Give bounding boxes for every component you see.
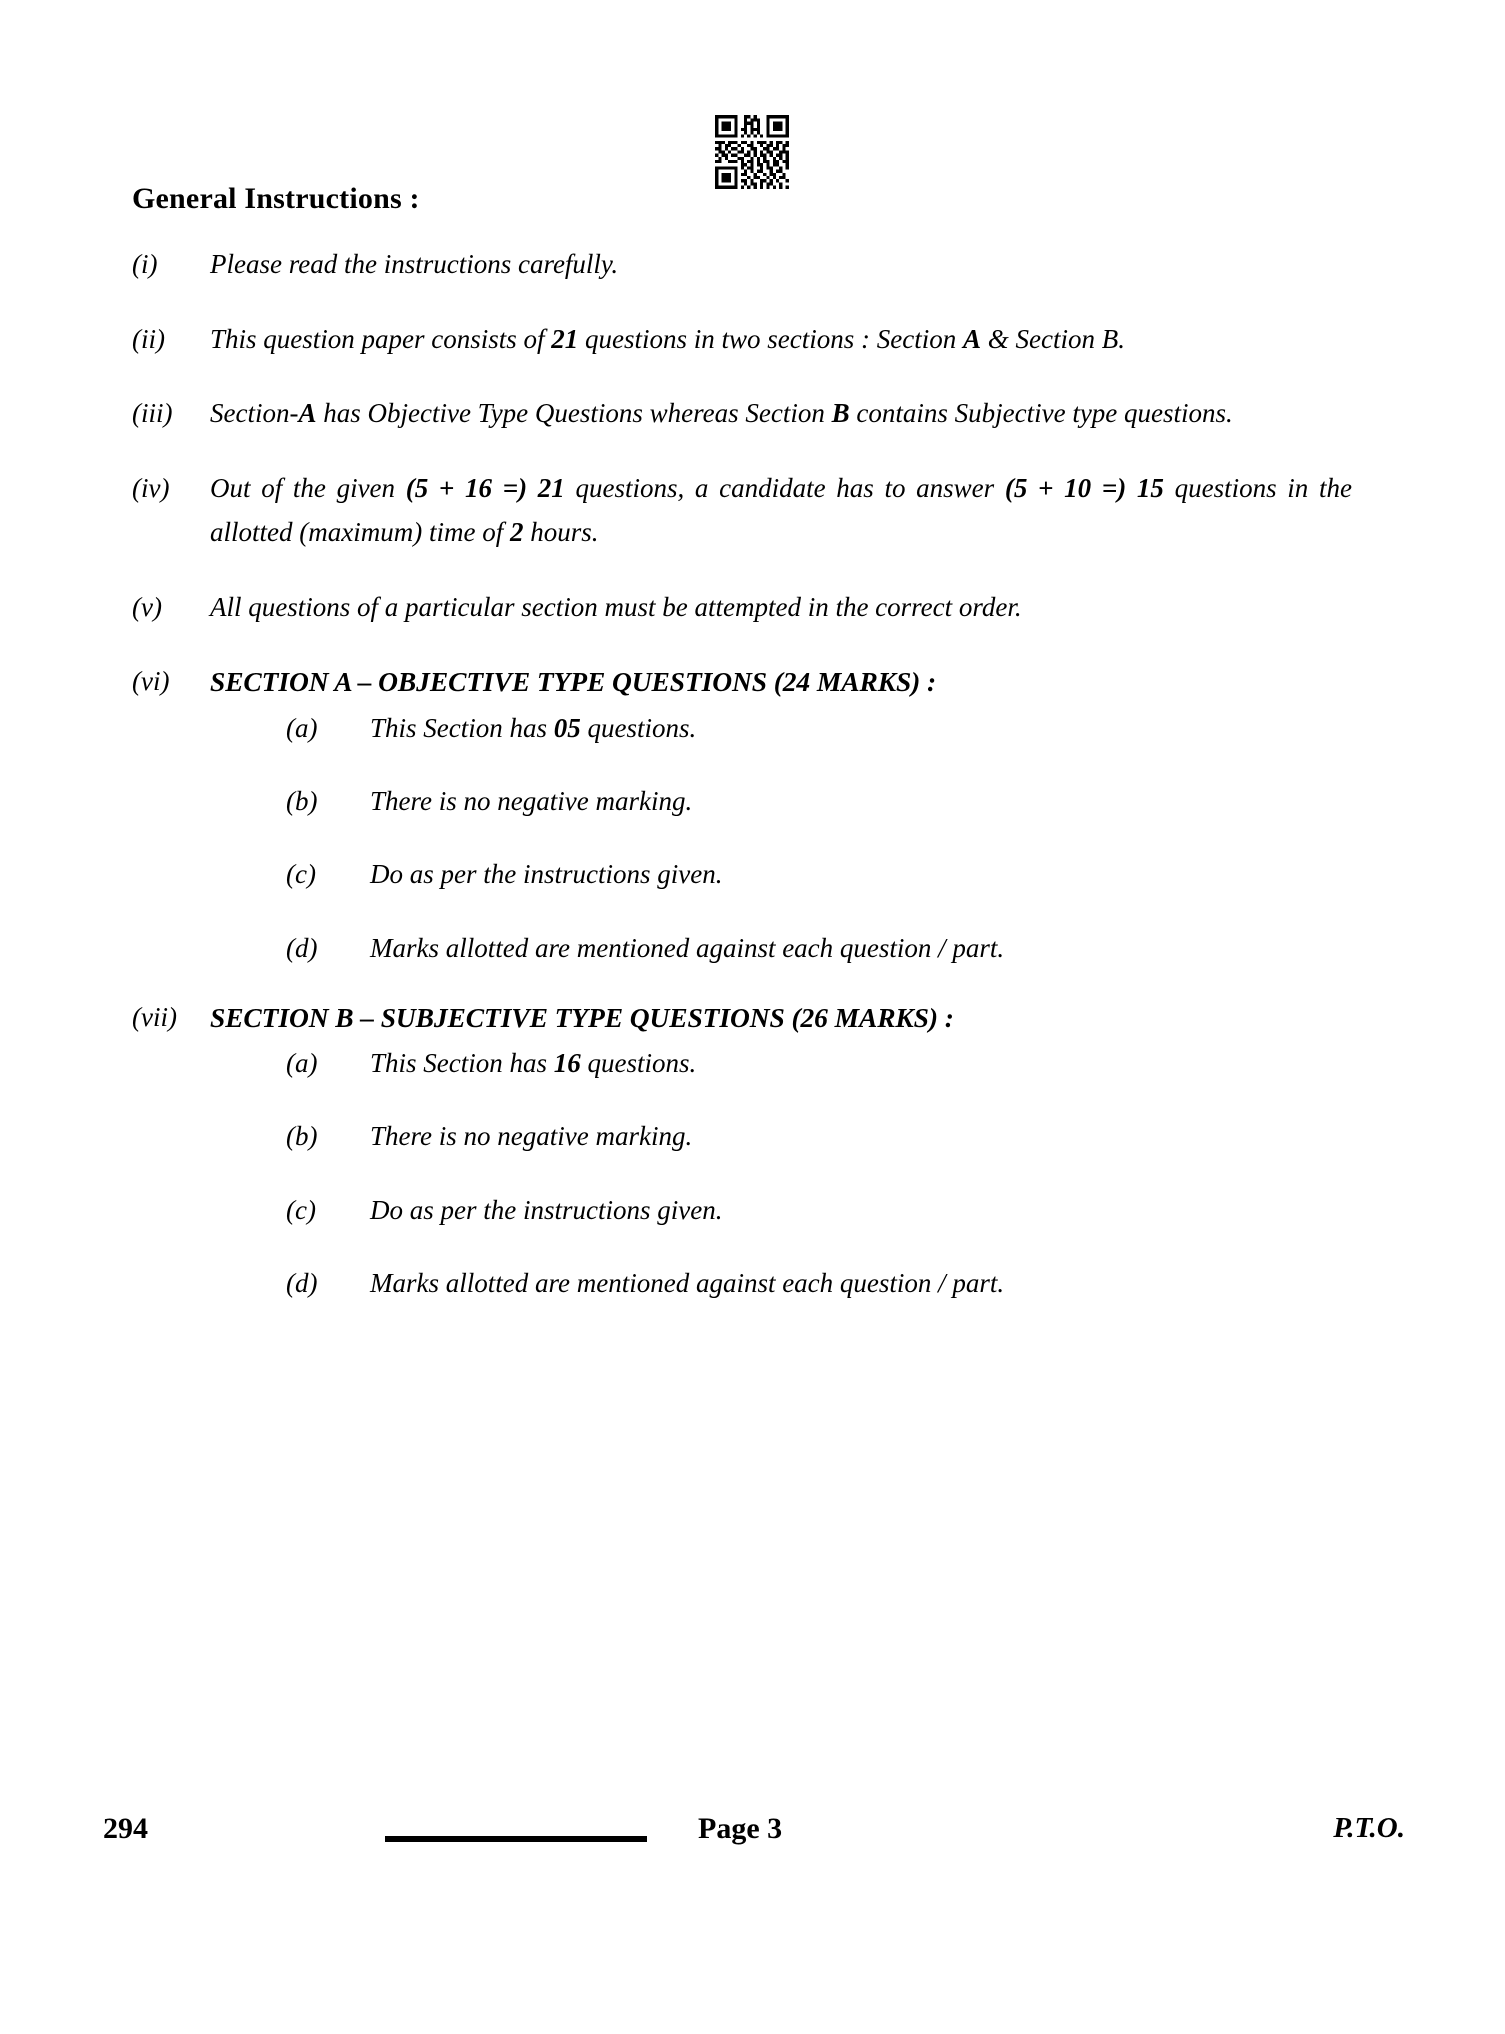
instruction-marker: (i): [132, 249, 158, 279]
sub-item-text: Do as per the instructions given.: [370, 859, 723, 890]
instruction-item: [132, 586, 1352, 630]
sub-item: [286, 780, 1346, 823]
sub-item-marker: (d): [286, 932, 318, 963]
instruction-marker: (iv): [132, 473, 170, 504]
sub-item-text: This Section has 05 questions.: [370, 712, 697, 743]
instruction-item: [132, 467, 1352, 554]
section-b-block: [132, 996, 1352, 1305]
sub-item: [286, 1042, 1346, 1085]
sub-item-marker: (c): [286, 1194, 316, 1225]
sub-item: [286, 927, 1346, 970]
page-footer: [0, 1812, 1505, 1872]
sub-item-text: Marks allotted are mentioned against each question / part.: [370, 1267, 1005, 1298]
sub-item: [286, 707, 1346, 750]
sub-item-marker: (a): [286, 1048, 318, 1079]
paper-code: 294: [103, 1812, 148, 1845]
instruction-item: [132, 392, 1352, 436]
sub-item-marker: (d): [286, 1267, 318, 1298]
section-a-sub-list: [286, 707, 1346, 970]
instruction-marker: (iii): [132, 398, 173, 429]
section-b-marker: (vii): [132, 1001, 177, 1032]
section-a-marker: (vi): [132, 666, 170, 697]
footer-divider: [385, 1836, 647, 1842]
page-title: General Instructions :: [132, 182, 420, 215]
section-a-heading: SECTION A – OBJECTIVE TYPE QUESTIONS (24 MARKS) :: [210, 666, 937, 698]
sub-item-text: Marks allotted are mentioned against each question / part.: [370, 932, 1005, 963]
sub-item-marker: (c): [286, 859, 316, 890]
qr-code-icon: [712, 112, 792, 192]
section-b-sub-list: [286, 1042, 1346, 1305]
sub-item: [286, 1115, 1346, 1158]
sub-item-marker: (b): [286, 786, 318, 817]
instruction-text: Section-A has Objective Type Questions whereas Section B contains Subjective type questions.: [210, 398, 1233, 429]
sub-item-marker: (a): [286, 712, 318, 743]
instruction-text: Please read the instructions carefully.: [210, 249, 619, 279]
sub-item-text: Do as per the instructions given.: [370, 1194, 723, 1225]
pto-label: P.T.O.: [1333, 1812, 1405, 1844]
sub-item-text: This Section has 16 questions.: [370, 1048, 697, 1079]
instruction-text: This question paper consists of 21 questions in two sections : Section A & Section B.: [210, 323, 1125, 354]
instruction-item: [132, 318, 1352, 362]
section-b-heading: SECTION B – SUBJECTIVE TYPE QUESTIONS (26 MARKS) :: [210, 1001, 954, 1033]
instruction-marker: (v): [132, 591, 162, 622]
general-instructions-list: [132, 243, 1352, 1305]
sub-item: [286, 853, 1346, 896]
sub-item-marker: (b): [286, 1121, 318, 1152]
section-a-block: [132, 660, 1352, 969]
sub-item: [286, 1189, 1346, 1232]
instruction-text: All questions of a particular section must be attempted in the correct order.: [210, 591, 1022, 622]
instruction-marker: (ii): [132, 323, 165, 354]
page-number: Page 3: [698, 1812, 783, 1845]
sub-item-text: There is no negative marking.: [370, 1121, 693, 1152]
sub-item: [286, 1262, 1346, 1305]
sub-item-text: There is no negative marking.: [370, 786, 693, 817]
instruction-item: [132, 243, 1352, 287]
instruction-text: Out of the given (5 + 16 =) 21 questions, a candidate has to answer (5 + 10 =) 15 questions in the allotted (maximum) time of 2 hours.: [210, 473, 1352, 547]
